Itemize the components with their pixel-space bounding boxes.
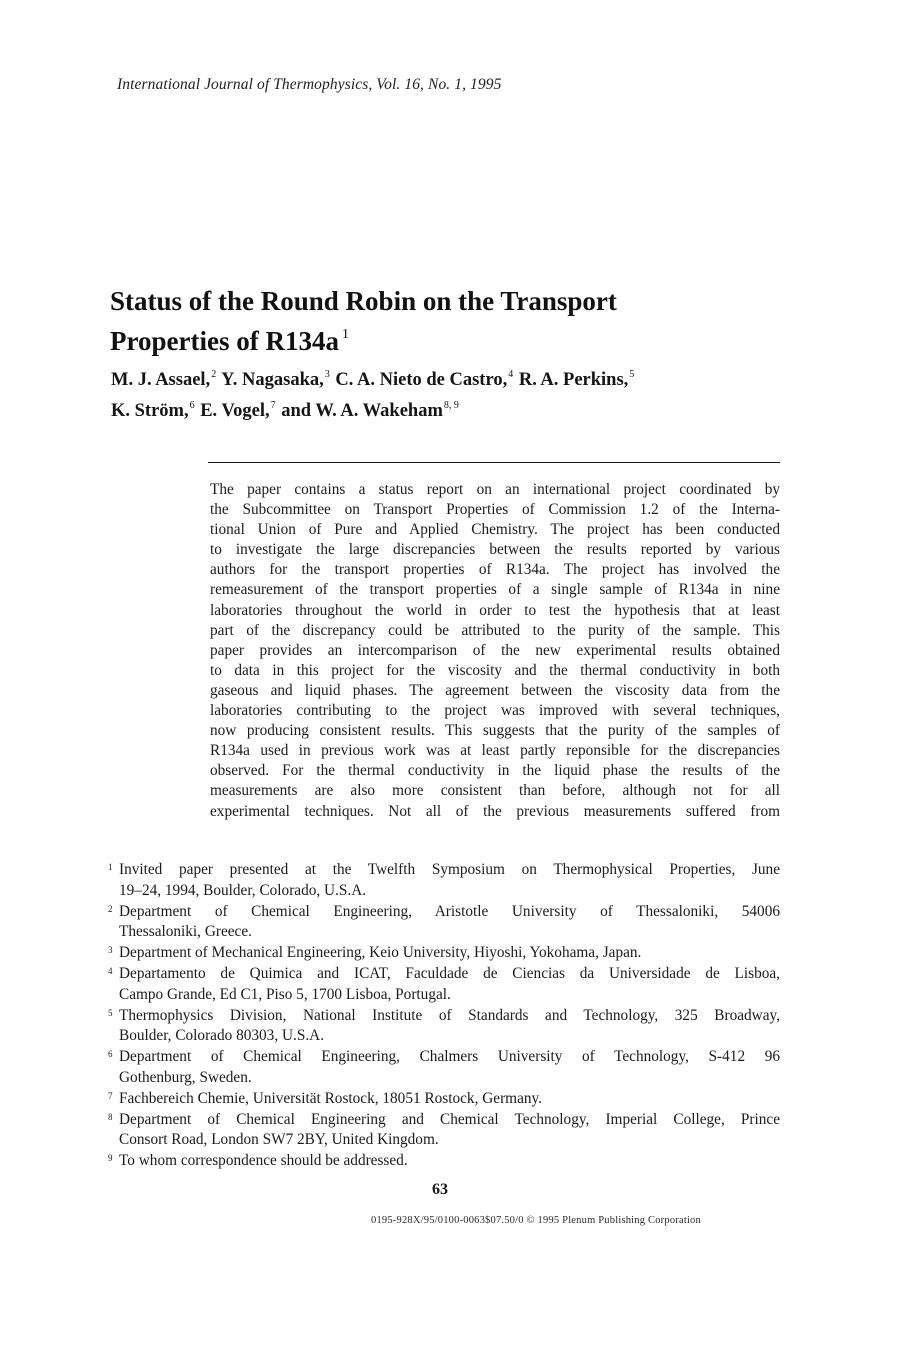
footnote-line: Boulder, Colorado 80303, U.S.A.	[119, 1027, 325, 1045]
author-affiliation-mark: 8, 9	[443, 400, 459, 411]
title-line-1: Status of the Round Robin on the Transport	[110, 286, 617, 316]
author: Y. Nagasaka,	[221, 370, 324, 390]
footnote-5	[108, 1006, 780, 1048]
journal-header: International Journal of Thermophysics, Vol. 16, No. 1, 1995	[117, 76, 502, 93]
abstract-line: observed. For the thermal conductivity in the liquid phase the results of the	[210, 762, 780, 780]
footnote-8	[108, 1110, 780, 1152]
author-affiliation-mark: 6	[189, 400, 195, 411]
footnote-2	[108, 902, 780, 944]
footnote-line: Fachbereich Chemie, Universität Rostock, 18051 Rostock, Germany.	[119, 1089, 542, 1107]
paper-title	[110, 284, 750, 358]
footnote-line: Thessaloniki, Greece.	[119, 923, 252, 941]
footnote-line: Campo Grande, Ed C1, Piso 5, 1700 Lisboa, Portugal.	[119, 985, 451, 1003]
title-footnote-mark: 1	[341, 327, 349, 342]
footnote-mark: 5	[108, 1007, 113, 1018]
author: and W. A. Wakeham	[281, 401, 443, 421]
footnote-mark: 9	[108, 1153, 113, 1164]
author-line-2	[111, 393, 801, 424]
footnote-mark: 1	[108, 862, 113, 872]
abstract-line: remeasurement of the transport properties of a single sample of R134a in nine	[210, 581, 780, 599]
abstract	[210, 480, 780, 822]
footnote-mark: 7	[108, 1090, 113, 1101]
footnote-4	[108, 964, 780, 1006]
author: M. J. Assael,	[111, 370, 211, 390]
abstract-line: to data in this project for the viscosity and the thermal conductivity in both	[210, 661, 780, 679]
author-affiliation-mark: 4	[508, 369, 514, 380]
footnote-line: Department of Mechanical Engineering, Keio University, Hiyoshi, Yokohama, Japan.	[119, 944, 642, 962]
footnote-line: 19–24, 1994, Boulder, Colorado, U.S.A.	[119, 881, 367, 899]
footnote-line: To whom correspondence should be addressed.	[119, 1152, 408, 1170]
footnote-6	[108, 1047, 780, 1089]
abstract-line: experimental techniques. Not all of the previous measurements suffered from	[210, 802, 780, 820]
footnote-1	[108, 860, 780, 902]
footnote-9	[108, 1151, 780, 1172]
author-list	[111, 362, 801, 424]
author-affiliation-mark: 3	[324, 369, 330, 380]
footnote-line: Invited paper presented at the Twelfth Symposium on Thermophysical Properties, June	[119, 861, 780, 878]
copyright-line: 0195-928X/95/0100-0063$07.50/0 © 1995 Plenum Publishing Corporation	[371, 1215, 701, 1226]
footnote-line: Consort Road, London SW7 2BY, United Kingdom.	[119, 1131, 439, 1149]
abstract-line: The paper contains a status report on an international project coordinated by	[210, 481, 780, 498]
footnote-3	[108, 943, 780, 964]
abstract-divider	[208, 462, 780, 463]
footnote-line: Department of Chemical Engineering, Chalmers University of Technology, S-412 96	[119, 1048, 780, 1066]
abstract-line: the Subcommittee on Transport Properties of Commission 1.2 of the Interna-	[210, 501, 780, 519]
footnote-line: Thermophysics Division, National Institute of Standards and Technology, 325 Broadway,	[119, 1006, 780, 1024]
author: R. A. Perkins,	[518, 370, 629, 390]
footnote-line: Gothenburg, Sweden.	[119, 1068, 252, 1086]
page-number: 63	[432, 1181, 448, 1198]
footnotes	[108, 860, 780, 1172]
abstract-line: laboratories throughout the world in order to test the hypothesis that at least	[210, 601, 780, 619]
abstract-line: paper provides an intercomparison of the new experimental results obtained	[210, 641, 780, 659]
abstract-line: R134a used in previous work was at least partly reponsible for the discrepancies	[210, 742, 780, 760]
author: E. Vogel,	[200, 401, 270, 421]
abstract-line: to investigate the large discrepancies between the results reported by various	[210, 541, 780, 559]
footnote-line: Department of Chemical Engineering and Chemical Technology, Imperial College, Prince	[119, 1110, 780, 1128]
abstract-line: now producing consistent results. This suggests that the purity of the samples of	[210, 722, 780, 740]
footnote-mark: 3	[108, 945, 113, 956]
author-affiliation-mark: 2	[211, 369, 217, 380]
author-affiliation-mark: 7	[270, 400, 276, 411]
author-affiliation-mark: 5	[629, 369, 635, 380]
abstract-line: measurements are also more consistent than before, although not for all	[210, 782, 780, 800]
abstract-line: gaseous and liquid phases. The agreement between the viscosity data from the	[210, 681, 780, 699]
footnote-line: Department of Chemical Engineering, Aristotle University of Thessaloniki, 54006	[119, 902, 780, 920]
author-line-1	[111, 362, 801, 393]
author: K. Ström,	[111, 401, 189, 421]
footnote-mark: 4	[108, 965, 113, 976]
abstract-line: tional Union of Pure and Applied Chemistry. The project has been conducted	[210, 521, 780, 539]
footnote-mark: 8	[108, 1111, 113, 1122]
title-line-2: Properties of R134a	[110, 326, 339, 356]
footnote-line: Departamento de Quimica and ICAT, Faculdade de Ciencias da Universidade de Lisboa,	[119, 964, 780, 982]
footnote-mark: 2	[108, 903, 113, 914]
footnote-mark: 6	[108, 1049, 113, 1060]
abstract-line: laboratories contributing to the project was improved with several techniques,	[210, 702, 780, 720]
abstract-line: authors for the transport properties of R134a. The project has involved the	[210, 561, 780, 579]
footnote-7	[108, 1089, 780, 1110]
author: C. A. Nieto de Castro,	[335, 370, 508, 390]
abstract-line: part of the discrepancy could be attributed to the purity of the sample. This	[210, 621, 780, 639]
